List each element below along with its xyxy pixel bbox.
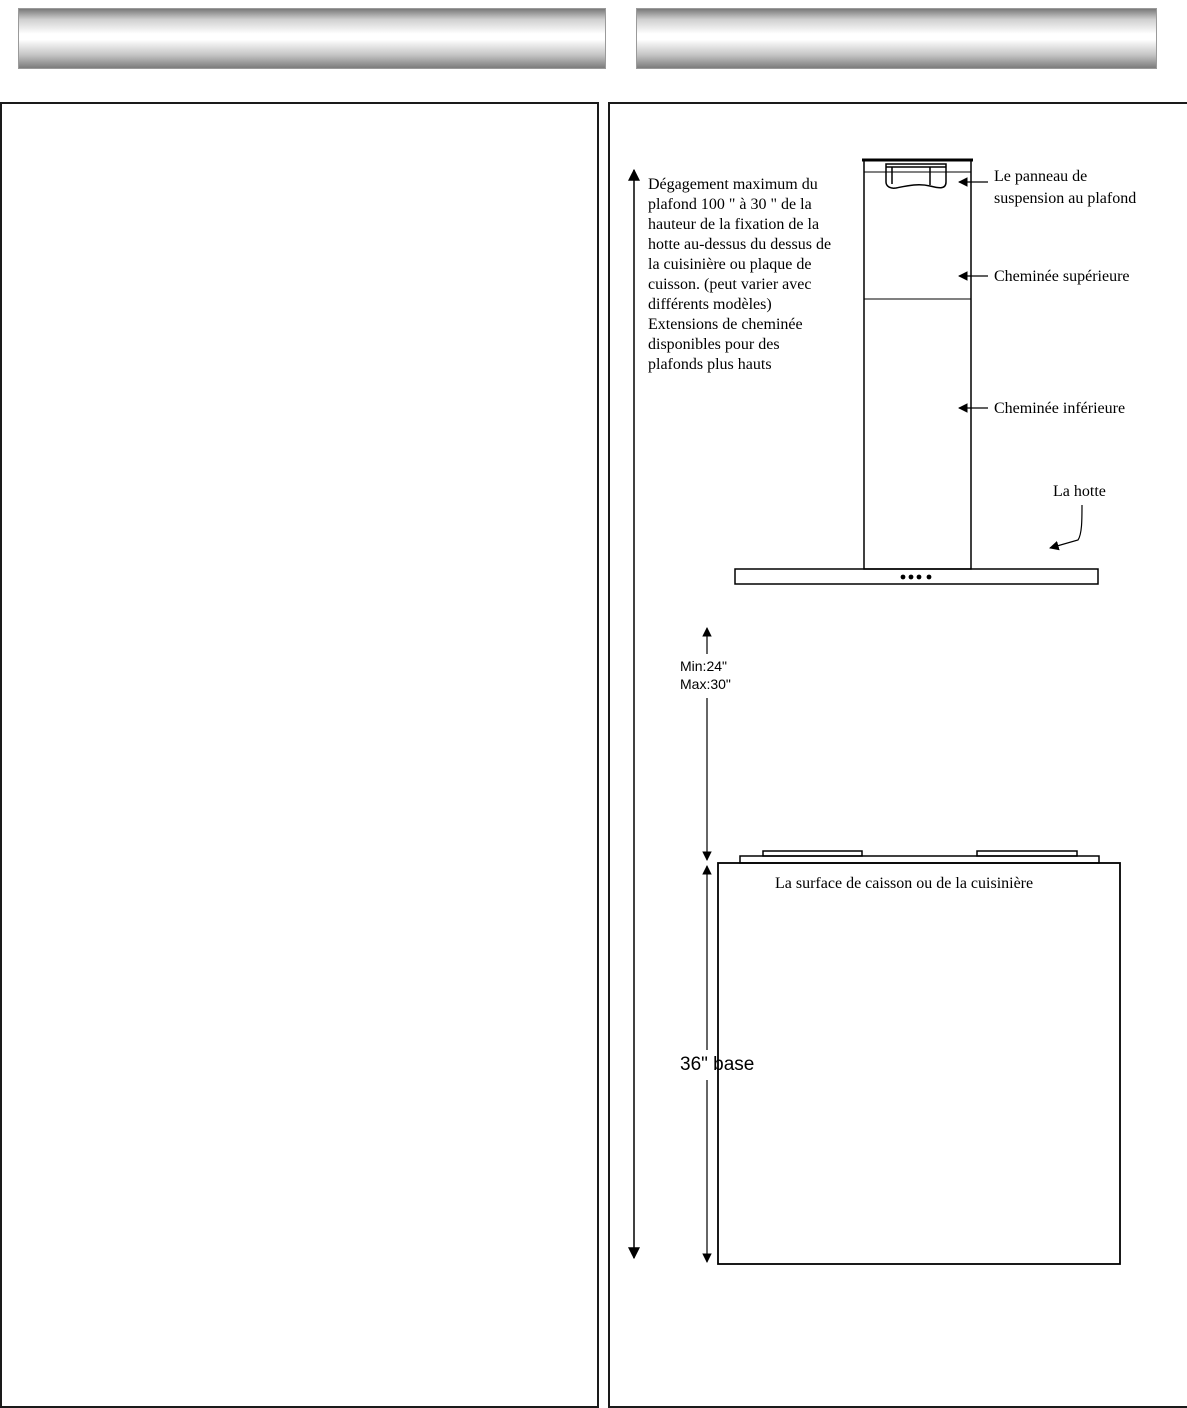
base-label: 36" base bbox=[680, 1054, 755, 1075]
upper-chimney-label: Cheminée supérieure bbox=[994, 268, 1130, 285]
control-button bbox=[901, 575, 906, 580]
control-button bbox=[927, 575, 932, 580]
hood-arrow bbox=[1050, 505, 1082, 548]
hood-label: La hotte bbox=[1053, 483, 1106, 500]
cooktop bbox=[740, 851, 1099, 863]
control-button bbox=[917, 575, 922, 580]
cabinet bbox=[718, 863, 1120, 1264]
ceiling-mounting-bracket bbox=[886, 164, 946, 188]
chimney bbox=[862, 160, 973, 569]
ceiling-panel-label: Le panneau de suspension au plafond bbox=[994, 168, 1137, 207]
hood-canopy bbox=[735, 569, 1098, 584]
control-button bbox=[909, 575, 914, 580]
cooktop-surface bbox=[740, 856, 1099, 863]
min-label: Min:24" bbox=[680, 658, 727, 674]
clearance-note: Dégagement maximum du plafond 100 " à 30 " de la hauteur de la fixation de la hotte au-dessus du dessus de la cuisinière ou plaque de cuisson. (peut varier avec différents modèles) Extensions de cheminée disponibles pour des plafonds plus hauts bbox=[648, 176, 832, 373]
cooktop-surface-label: La surface de caisson ou de la cuisinière bbox=[775, 875, 1034, 892]
lower-chimney-label: Cheminée inférieure bbox=[994, 400, 1126, 417]
max-label: Max:30" bbox=[680, 676, 731, 692]
